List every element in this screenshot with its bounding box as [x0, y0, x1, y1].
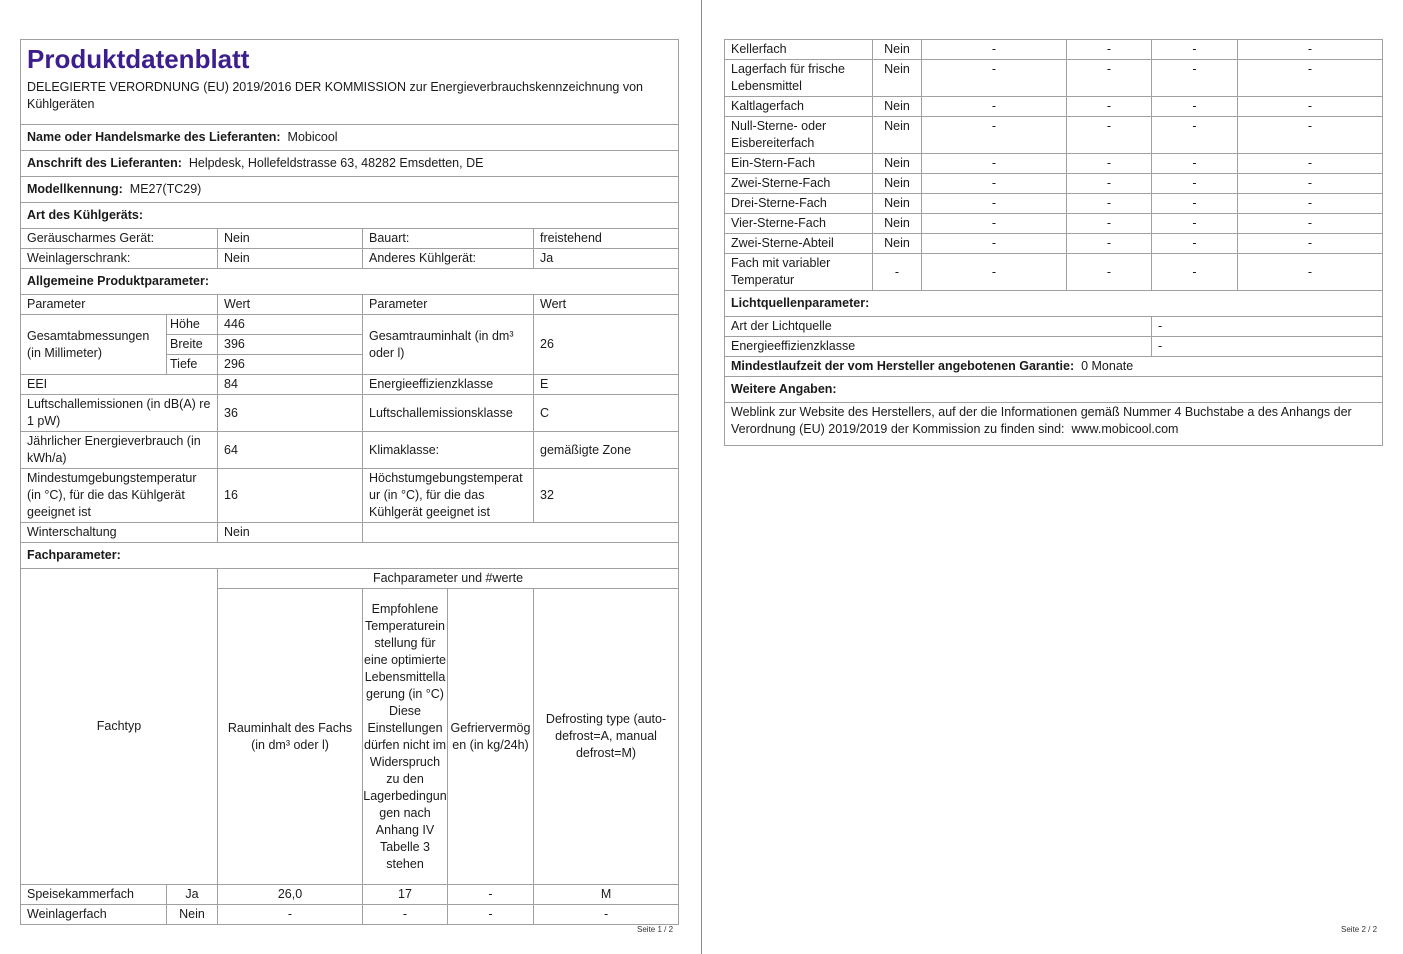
compartment-freeze: -	[1152, 214, 1238, 234]
table-row	[725, 254, 1383, 291]
max-temp-value: 32	[534, 469, 679, 523]
compartment-temp: -	[1067, 174, 1152, 194]
light-source-heading: Lichtquellenparameter:	[725, 291, 1383, 317]
warranty-value: 0 Monate	[1081, 359, 1134, 373]
noise-class-value: C	[534, 395, 679, 432]
further-info-row	[725, 403, 1383, 446]
table-row	[725, 234, 1383, 254]
compartment-present: Nein	[873, 214, 922, 234]
compartment-name: Zwei-Sterne-Fach	[725, 174, 873, 194]
compartment-present: Nein	[873, 97, 922, 117]
noise-label: Luftschallemissionen (in dB(A) re 1 pW)	[21, 395, 218, 432]
design-value: freistehend	[534, 229, 679, 249]
compartment-volume: -	[922, 97, 1067, 117]
param-header-2: Parameter	[363, 295, 534, 315]
compartment-params-heading: Fachparameter:	[21, 543, 679, 569]
table-row	[725, 154, 1383, 174]
compartment-freeze: -	[1152, 117, 1238, 154]
annual-energy-label: Jährlicher Energieverbrauch (in kWh/a)	[21, 432, 218, 469]
supplier-address-row	[21, 151, 679, 177]
compartment-group-header: Fachparameter und #werte	[218, 569, 679, 589]
compartment-name: Weinlagerfach	[21, 905, 167, 925]
compartment-present: Nein	[873, 154, 922, 174]
compartment-defrost: -	[1238, 194, 1383, 214]
compartment-name: Null-Sterne- oder Eisbereiterfach	[725, 117, 873, 154]
height-value: 446	[218, 315, 363, 335]
energy-class-label: Energieeffizienzklasse	[363, 375, 534, 395]
compartment-temp: -	[1067, 40, 1152, 60]
general-params-heading: Allgemeine Produktparameter:	[21, 269, 679, 295]
regulation-text: DELEGIERTE VERORDNUNG (EU) 2019/2016 DER KOMMISSION zur Energieverbrauchskennzeichnung von Kühlgeräten	[21, 78, 679, 125]
light-type-label: Art der Lichtquelle	[725, 317, 1152, 337]
min-temp-label: Mindestumgebungstemperatur (in °C), für die das Kühlgerät geeignet ist	[21, 469, 218, 523]
col-defrost-header: Defrosting type (auto-defrost=A, manual defrost=M)	[534, 589, 679, 885]
compartment-temp: -	[1067, 254, 1152, 291]
compartment-name: Lagerfach für frische Lebensmittel	[725, 60, 873, 97]
col-freeze-header: Gefriervermögen (in kg/24h)	[448, 589, 534, 885]
compartment-volume: -	[922, 174, 1067, 194]
model-value: ME27(TC29)	[129, 182, 202, 196]
compartment-volume: -	[218, 905, 363, 925]
depth-value: 296	[218, 355, 363, 375]
table-row	[21, 905, 679, 925]
compartment-name: Speisekammerfach	[21, 885, 167, 905]
depth-label: Tiefe	[167, 355, 218, 375]
compartment-defrost: -	[1238, 117, 1383, 154]
warranty-label: Mindestlaufzeit der vom Hersteller angebotenen Garantie:	[731, 359, 1075, 373]
compartment-defrost: -	[1238, 97, 1383, 117]
compartment-freeze: -	[1152, 97, 1238, 117]
compartment-present: Nein	[167, 905, 218, 925]
supplier-address-label: Anschrift des Lieferanten:	[27, 156, 182, 170]
compartment-volume: -	[922, 254, 1067, 291]
min-temp-value: 16	[218, 469, 363, 523]
page-number-1: Seite 1 / 2	[637, 925, 674, 934]
compartment-temp: -	[1067, 234, 1152, 254]
compartment-volume: 26,0	[218, 885, 363, 905]
datasheet-table-page-2	[724, 39, 1383, 446]
compartment-present: Ja	[167, 885, 218, 905]
climate-class-label: Klimaklasse:	[363, 432, 534, 469]
compartment-defrost: -	[1238, 154, 1383, 174]
table-row	[725, 60, 1383, 97]
low-noise-value: Nein	[218, 229, 363, 249]
max-temp-label: Höchstumgebungstemperatur (in °C), für die das Kühlgerät geeignet ist	[363, 469, 534, 523]
annual-energy-value: 64	[218, 432, 363, 469]
compartment-defrost: -	[1238, 254, 1383, 291]
energy-class-value: E	[534, 375, 679, 395]
noise-value: 36	[218, 395, 363, 432]
compartment-volume: -	[922, 60, 1067, 97]
table-row	[21, 885, 679, 905]
table-row	[725, 194, 1383, 214]
supplier-name-label: Name oder Handelsmarke des Lieferanten:	[27, 130, 281, 144]
compartment-name: Drei-Sterne-Fach	[725, 194, 873, 214]
compartment-temp: -	[363, 905, 448, 925]
compartment-volume: -	[922, 154, 1067, 174]
supplier-name-value: Mobicool	[287, 130, 338, 144]
compartment-volume: -	[922, 194, 1067, 214]
col-temp-header: Empfohlene Temperatureinstellung für eine optimierte Lebensmittellagerung (in °C) Diese Einstellungen dürfen nicht im Widerspruch zu den Lagerbedingungen nach Anhang IV Tabelle 3 stehen	[363, 589, 448, 885]
compartment-defrost: -	[1238, 174, 1383, 194]
compartment-freeze: -	[1152, 234, 1238, 254]
page-title: Produktdatenblatt	[27, 44, 250, 75]
compartment-present: Nein	[873, 174, 922, 194]
compartment-volume: -	[922, 40, 1067, 60]
compartment-temp: -	[1067, 154, 1152, 174]
compartment-name: Ein-Stern-Fach	[725, 154, 873, 174]
page-number-2: Seite 2 / 2	[1341, 925, 1378, 934]
model-row	[21, 177, 679, 203]
table-row	[725, 214, 1383, 234]
compartment-defrost: -	[1238, 214, 1383, 234]
other-device-value: Ja	[534, 249, 679, 269]
eei-value: 84	[218, 375, 363, 395]
compartment-freeze: -	[1152, 60, 1238, 97]
model-label: Modellkennung:	[27, 182, 123, 196]
compartment-volume: -	[922, 234, 1067, 254]
further-info-text: Weblink zur Website des Herstellers, auf der die Informationen gemäß Nummer 4 Buchstabe a des Anhangs der Verordnung (EU) 2019/2019 der Kommission zu finden sind:	[731, 405, 1352, 436]
value-header-1: Wert	[218, 295, 363, 315]
compartment-name: Kaltlagerfach	[725, 97, 873, 117]
compartment-defrost: -	[1238, 40, 1383, 60]
volume-value: 26	[534, 315, 679, 375]
compartment-present: -	[873, 254, 922, 291]
compartment-defrost: M	[534, 885, 679, 905]
compartment-freeze: -	[448, 885, 534, 905]
wine-cabinet-label: Weinlagerschrank:	[21, 249, 218, 269]
col-volume-header: Rauminhalt des Fachs (in dm³ oder l)	[218, 589, 363, 885]
compartment-temp: -	[1067, 97, 1152, 117]
warranty-row	[725, 357, 1383, 377]
compartment-freeze: -	[1152, 194, 1238, 214]
param-header-1: Parameter	[21, 295, 218, 315]
compartment-temp: -	[1067, 60, 1152, 97]
manufacturer-website-link[interactable]: www.mobicool.com	[1071, 422, 1179, 436]
design-label: Bauart:	[363, 229, 534, 249]
compartment-freeze: -	[448, 905, 534, 925]
height-label: Höhe	[167, 315, 218, 335]
compartment-name: Zwei-Sterne-Abteil	[725, 234, 873, 254]
datasheet-table-page-1	[20, 39, 679, 925]
compartment-name: Kellerfach	[725, 40, 873, 60]
compartment-temp: -	[1067, 214, 1152, 234]
compartment-defrost: -	[1238, 234, 1383, 254]
low-noise-label: Geräuscharmes Gerät:	[21, 229, 218, 249]
light-class-label: Energieeffizienzklasse	[725, 337, 1152, 357]
volume-label: Gesamtrauminhalt (in dm³ oder l)	[363, 315, 534, 375]
table-row	[725, 40, 1383, 60]
compartment-volume: -	[922, 117, 1067, 154]
eei-label: EEI	[21, 375, 218, 395]
compartment-temp: -	[1067, 117, 1152, 154]
compartment-freeze: -	[1152, 174, 1238, 194]
light-type-value: -	[1152, 317, 1383, 337]
compartment-temp: -	[1067, 194, 1152, 214]
compartment-present: Nein	[873, 194, 922, 214]
compartment-name: Fach mit variabler Temperatur	[725, 254, 873, 291]
table-row	[725, 117, 1383, 154]
value-header-2: Wert	[534, 295, 679, 315]
compartment-freeze: -	[1152, 40, 1238, 60]
device-type-heading: Art des Kühlgeräts:	[21, 203, 679, 229]
compartment-defrost: -	[534, 905, 679, 925]
compartment-defrost: -	[1238, 60, 1383, 97]
compartment-present: Nein	[873, 117, 922, 154]
table-row	[725, 174, 1383, 194]
dimensions-label: Gesamtabmessungen (in Millimeter)	[21, 315, 167, 375]
winter-switch-label: Winterschaltung	[21, 523, 218, 543]
light-class-value: -	[1152, 337, 1383, 357]
further-info-heading: Weitere Angaben:	[725, 377, 1383, 403]
supplier-name-row	[21, 125, 679, 151]
winter-switch-value: Nein	[218, 523, 363, 543]
supplier-address-value: Helpdesk, Hollefeldstrasse 63, 48282 Emsdetten, DE	[188, 156, 484, 170]
wine-cabinet-value: Nein	[218, 249, 363, 269]
climate-class-value: gemäßigte Zone	[534, 432, 679, 469]
compartment-name: Vier-Sterne-Fach	[725, 214, 873, 234]
col-type-header: Fachtyp	[21, 569, 218, 885]
page-divider	[701, 0, 702, 954]
compartment-temp: 17	[363, 885, 448, 905]
compartment-present: Nein	[873, 234, 922, 254]
width-value: 396	[218, 335, 363, 355]
width-label: Breite	[167, 335, 218, 355]
compartment-volume: -	[922, 214, 1067, 234]
compartment-present: Nein	[873, 40, 922, 60]
other-device-label: Anderes Kühlgerät:	[363, 249, 534, 269]
compartment-freeze: -	[1152, 254, 1238, 291]
noise-class-label: Luftschallemissionsklasse	[363, 395, 534, 432]
table-row	[725, 97, 1383, 117]
compartment-freeze: -	[1152, 154, 1238, 174]
compartment-present: Nein	[873, 60, 922, 97]
